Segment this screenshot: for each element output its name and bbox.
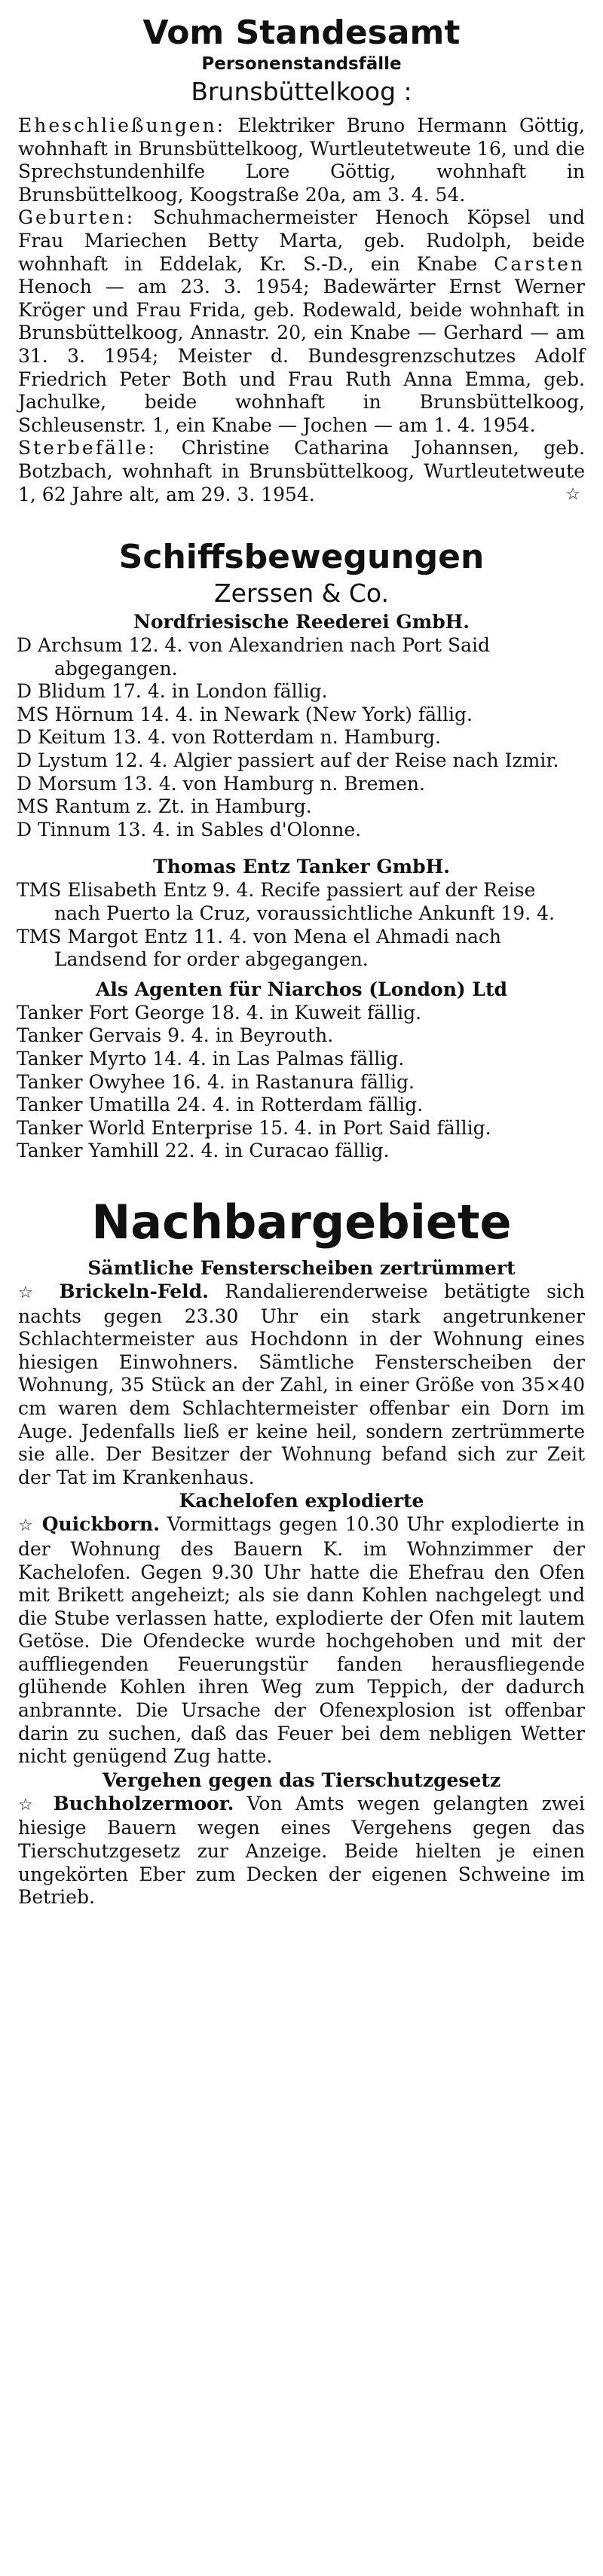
geburten-text-1: Schuhmachermeister Henoch Köpsel und Frau Mariechen Betty Marta, geb. Rudolph, beide wohnhaft in Eddelak, Kr. S.-D., ein Knabe (18, 206, 585, 275)
entz-heading: Thomas Entz Tanker GmbH. (153, 856, 450, 878)
article-2-headline: Kachelofen explodierte (179, 1490, 424, 1512)
sterbefaelle-label: Sterbefälle: (18, 437, 158, 459)
geburten-paragraph (14, 206, 589, 437)
standesamt-title: Vom Standesamt (142, 14, 461, 52)
article-3-text: Von Amts wegen gelangten zwei hiesige Bauern wegen eines Vergehens gegen das Tierschutzgesetz zur Anzeige. Beide hielten je einen ungekörten Eber zum Decken der eigenen Schweine im Betrieb. (18, 1792, 585, 1909)
article-1-paragraph (14, 1280, 589, 1489)
nordfriesische-heading: Nordfriesische Reederei GmbH. (133, 611, 470, 633)
list-item: Tanker Umatilla 24. 4. in Rotterdam fällig. (17, 1094, 424, 1116)
standesamt-place: Brunsbüttelkoog : (191, 77, 412, 106)
niarchos-list (14, 1002, 589, 1163)
nordfriesische-list (14, 634, 589, 841)
schiffsbewegungen-section (14, 538, 589, 1163)
nachbar-title: Nachbargebiete (91, 1194, 512, 1250)
list-item: D Morsum 13. 4. von Hamburg n. Bremen. (17, 772, 425, 795)
article-1-headline: Sämtliche Fensterscheiben zertrümmert (87, 1256, 516, 1279)
geburten-name-carsten: Carsten (494, 252, 585, 275)
sterbefaelle-text: Christine Catharina Johannsen, geb. Botzbach, wohnhaft in Brunsbüttelkoog, Wurtleutetweute 1, 62 Jahre alt, am 29. 3. 1954. (18, 437, 585, 505)
geburten-text-2: Henoch — am 23. 3. 1954; Badewärter Ernst Werner Kröger und Frau Frida, geb. Rodewald, beide wohnhaft in Brunsbüttelkoog, Annastr. 20, ein Knabe — Gerhard — am 31. 3. 1954; Meister d. Bundesgrenzschutzes Adolf Friedrich Peter Both und Frau Ruth Anna Emma, geb. Jachulke, beide wohnhaft in Brunsbüttelkoog, Schleusenstr. 1, ein Knabe — Jochen — am 1. 4. 1954. (18, 276, 585, 436)
article-3-place: Buchholzermoor. (53, 1792, 234, 1814)
list-item: Tanker Yamhill 22. 4. in Curacao fällig. (17, 1140, 390, 1162)
star-icon: ☆ (18, 1516, 35, 1536)
schiff-title: Schiffsbewegungen (118, 538, 485, 577)
eheschliessungen-paragraph (14, 114, 589, 206)
article-2-place: Quickborn. (41, 1513, 160, 1536)
article-3-headline: Vergehen gegen das Tierschutzgesetz (102, 1769, 501, 1791)
list-item: Tanker World Enterprise 15. 4. in Port Said fällig. (17, 1116, 491, 1139)
entz-list (14, 879, 589, 971)
sterbefaelle-paragraph (14, 437, 589, 506)
list-item: D Archsum 12. 4. von Alexandrien nach Port Said abgegangen. (17, 634, 491, 679)
list-item: Tanker Myrto 14. 4. in Las Palmas fällig. (17, 1048, 405, 1070)
geburten-label: Geburten: (18, 206, 136, 229)
eheschliessungen-label: Eheschließungen: (18, 114, 226, 136)
list-item: D Tinnum 13. 4. in Sables d'Olonne. (17, 818, 362, 841)
list-item: D Lystum 12. 4. Algier passiert auf der Reise nach Izmir. (17, 749, 559, 772)
list-item: MS Rantum z. Zt. in Hamburg. (17, 795, 312, 818)
niarchos-heading: Als Agenten für Niarchos (London) Ltd (95, 978, 508, 1000)
list-item: D Keitum 13. 4. von Rotterdam n. Hamburg. (17, 726, 442, 749)
article-2-text: Vormittags gegen 10.30 Uhr explodierte in der Wohnung des Bauern K. im Wohnzimmer der Kachelofen. Gegen 9.30 Uhr hatte die Ehefrau den Ofen mit Brikett angeheizt; als sie dann Kohlen nachgelegt und die Stube verlassen hatte, explodierte der Ofen mit lautem Getöse. Die Ofendecke wurde hochgehoben und mit der auffliegenden Feuerungstür fanden herausfliegende glühende Kohlen ihren Weg zum Teppich, der dadurch anbrannte. Die Ursache der Ofenexplosion ist offenbar darin zu suchen, daß das Feuer bei dem nebligen Wetter nicht genügend Zug hatte. (18, 1513, 586, 1768)
list-item: MS Hörnum 14. 4. in Newark (New York) fällig. (17, 703, 473, 725)
eheschliessungen-text: Elektriker Bruno Hermann Göttig, wohnhaft in Brunsbüttelkoog, Wurtleutetweute 16, und die Sprechstundenhilfe Lore Göttig, wohnhaft in Brunsbüttelkoog, Koogstraße 20a, am 3. 4. 54. (18, 114, 585, 206)
article-1-place: Brickeln-Feld. (59, 1280, 209, 1302)
list-item: Tanker Owyhee 16. 4. in Rastanura fällig. (17, 1070, 415, 1093)
star-icon: ☆ (565, 484, 580, 504)
standesamt-section (14, 14, 589, 506)
schiff-agency: Zerssen & Co. (214, 578, 389, 609)
nachbargebiete-section (14, 1195, 589, 1909)
list-item: Tanker Fort George 18. 4. in Kuweit fällig. (17, 1001, 422, 1024)
article-2-paragraph (14, 1513, 589, 1769)
star-icon: ☆ (18, 1795, 41, 1814)
star-icon: ☆ (18, 1283, 44, 1302)
list-item: TMS Margot Entz 11. 4. von Mena el Ahmadi nach Landsend for order abgegangen. (17, 925, 501, 971)
list-item: Tanker Gervais 9. 4. in Beyrouth. (17, 1024, 334, 1047)
article-3-paragraph (14, 1793, 589, 1909)
list-item: TMS Elisabeth Entz 9. 4. Recife passiert auf der Reise nach Puerto la Cruz, voraussichtliche Ankunft 19. 4. (17, 879, 555, 925)
list-item: D Blidum 17. 4. in London fällig. (17, 680, 328, 703)
standesamt-subtitle: Personenstandsfälle (201, 54, 402, 74)
article-1-text: Randalierenderweise betätigte sich nachts gegen 23.30 Uhr ein stark angetrunkener Schlachtermeister aus Hochdonn in der Wohnung eines hiesigen Einwohners. Sämtliche Fensterscheiben der Wohnung, 35 Stück an der Zahl, in einer Größe von 35×40 cm waren dem Schlachtermeister offenbar ein Dorn im Auge. Jedenfalls ließ er keine heil, sondern zertrümmerte sie alle. Der Besitzer der Wohnung befand sich zur Zeit der Tat im Krankenhaus. (18, 1280, 585, 1488)
